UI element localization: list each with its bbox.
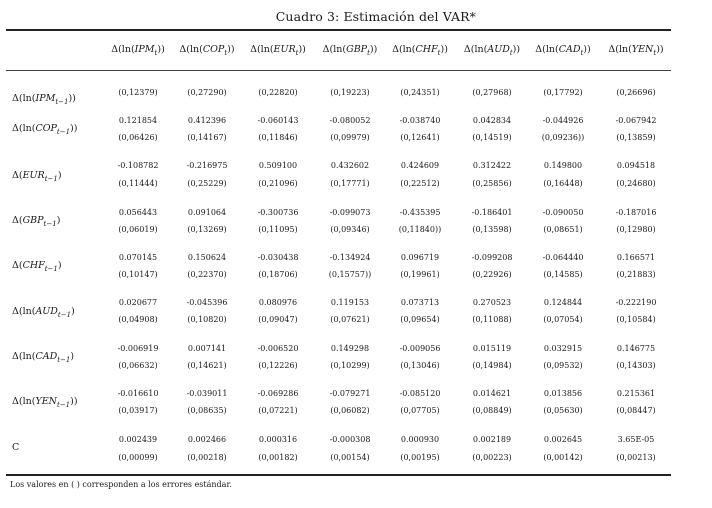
std-error-cell: (0,11444) (118, 179, 158, 188)
coefficient-cell: 0.094518 (616, 161, 656, 170)
std-error-cell: (0,10584) (616, 315, 656, 324)
std-error-cell: (0,14303) (616, 361, 656, 370)
std-error-cell: (0,18706) (258, 270, 298, 279)
std-error-cell: (0,22512) (400, 179, 440, 188)
std-error-cell: (0,13598) (472, 225, 512, 234)
std-error-cell: (0,11846) (258, 133, 298, 142)
coefficient-cell: 0.007141 (187, 344, 227, 353)
std-error-cell: (0,08651) (543, 225, 583, 234)
std-error-cell: (0,00182) (258, 453, 298, 462)
std-error-cell: (0,09047) (258, 315, 298, 324)
top-rule (6, 29, 671, 31)
footnote: Los valores en ( ) corresponden a los errores estándar. (10, 480, 232, 489)
coefficient-cell: 0.096719 (400, 253, 440, 262)
coefficient-cell: -0.064440 (542, 253, 584, 262)
coefficient-cell: 0.002466 (187, 435, 227, 444)
column-header: $\Delta(\ln(YEN_t))$ (608, 44, 664, 57)
row-label: C (12, 442, 20, 453)
std-error-cell: (0,17771) (330, 179, 370, 188)
std-error-cell: (0,27968) (472, 88, 512, 97)
std-error-cell: (0,00218) (187, 453, 227, 462)
row-label: $\Delta(\ln(IPM_{t-1}))$ (12, 93, 76, 106)
coefficient-cell: -0.038740 (399, 116, 441, 125)
std-error-cell: (0,07054) (543, 315, 583, 324)
column-header: $\Delta(\ln(CHF_t))$ (392, 44, 448, 57)
row-label: $\Delta(GBP_{t-1})$ (12, 215, 61, 228)
std-error-cell: (0,16448) (543, 179, 583, 188)
std-error-cell: (0,13859) (616, 133, 656, 142)
column-header: $\Delta(\ln(GBP_t))$ (322, 44, 378, 57)
std-error-cell: (0,07621) (330, 315, 370, 324)
std-error-cell: (0,22926) (472, 270, 512, 279)
coefficient-cell: 0.015119 (472, 344, 512, 353)
std-error-cell: (0,11088) (472, 315, 512, 324)
coefficient-cell: -0.222190 (615, 298, 657, 307)
coefficient-cell: -0.009056 (399, 344, 441, 353)
coefficient-cell: -0.435395 (399, 208, 441, 217)
coefficient-cell: 0.432602 (330, 161, 370, 170)
coefficient-cell: 0.070145 (118, 253, 158, 262)
std-error-cell: (0,07221) (258, 406, 298, 415)
std-error-cell: (0,25229) (187, 179, 227, 188)
coefficient-cell: -0.216975 (186, 161, 228, 170)
std-error-cell: (0,13269) (187, 225, 227, 234)
coefficient-cell: 0.149298 (330, 344, 370, 353)
coefficient-cell: -0.006520 (257, 344, 299, 353)
std-error-cell: (0,06082) (330, 406, 370, 415)
coefficient-cell: 0.042834 (472, 116, 512, 125)
coefficient-cell: 0.032915 (543, 344, 583, 353)
column-header: $\Delta(\ln(COP_t))$ (179, 44, 235, 57)
coefficient-cell: -0.134924 (329, 253, 371, 262)
std-error-cell: (0,09654) (400, 315, 440, 324)
coefficient-cell: 0.150624 (187, 253, 227, 262)
coefficient-cell: 0.014621 (472, 389, 512, 398)
coefficient-cell: 0.013856 (543, 389, 583, 398)
header-rule (6, 70, 671, 71)
std-error-cell: (0,22370) (187, 270, 227, 279)
std-error-cell: (0,12379) (118, 88, 158, 97)
std-error-cell: (0,00223) (472, 453, 512, 462)
bottom-rule (6, 474, 671, 476)
std-error-cell: (0,09532) (543, 361, 583, 370)
coefficient-cell: -0.300736 (257, 208, 299, 217)
coefficient-cell: -0.090050 (542, 208, 584, 217)
std-error-cell: (0,27290) (187, 88, 227, 97)
std-error-cell: (0,14621) (187, 361, 227, 370)
std-error-cell: (0,06632) (118, 361, 158, 370)
coefficient-cell: -0.016610 (117, 389, 159, 398)
std-error-cell: (0,00195) (400, 453, 440, 462)
coefficient-cell: 0.270523 (472, 298, 512, 307)
std-error-cell: (0,15757)) (328, 270, 372, 279)
coefficient-cell: -0.108782 (117, 161, 159, 170)
std-error-cell: (0,12980) (616, 225, 656, 234)
coefficient-cell: -0.067942 (615, 116, 657, 125)
std-error-cell: (0,06019) (118, 225, 158, 234)
std-error-cell: (0,12641) (400, 133, 440, 142)
coefficient-cell: 0.080976 (258, 298, 298, 307)
std-error-cell: (0,21096) (258, 179, 298, 188)
coefficient-cell: 0.149800 (543, 161, 583, 170)
coefficient-cell: 0.002645 (543, 435, 583, 444)
std-error-cell: (0,07705) (400, 406, 440, 415)
row-label: $\Delta(\ln(AUD_{t-1})$ (12, 306, 75, 319)
std-error-cell: (0,05630) (543, 406, 583, 415)
coefficient-cell: 0.000316 (258, 435, 298, 444)
std-error-cell: (0,26696) (616, 88, 656, 97)
row-label: $\Delta(\ln(YEN_{t-1}))$ (12, 396, 78, 409)
std-error-cell: (0,11095) (258, 225, 298, 234)
column-header: $\Delta(\ln(IPM_t))$ (111, 44, 165, 57)
std-error-cell: (0,09236)) (541, 133, 585, 142)
table-title: Cuadro 3: Estimación del VAR* (275, 9, 476, 24)
std-error-cell: (0,14167) (187, 133, 227, 142)
coefficient-cell: -0.060143 (257, 116, 299, 125)
coefficient-cell: -0.085120 (399, 389, 441, 398)
std-error-cell: (0,04908) (118, 315, 158, 324)
coefficient-cell: -0.045396 (186, 298, 228, 307)
coefficient-cell: -0.044926 (542, 116, 584, 125)
coefficient-cell: -0.099073 (329, 208, 371, 217)
std-error-cell: (0,08635) (187, 406, 227, 415)
coefficient-cell: 0.424609 (400, 161, 440, 170)
std-error-cell: (0,14585) (543, 270, 583, 279)
coefficient-cell: 0.056443 (118, 208, 158, 217)
coefficient-cell: -0.186401 (471, 208, 513, 217)
coefficient-cell: -0.099208 (471, 253, 513, 262)
std-error-cell: (0,00142) (543, 453, 583, 462)
coefficient-cell: 0.119153 (330, 298, 370, 307)
std-error-cell: (0,03917) (118, 406, 158, 415)
coefficient-cell: 0.166571 (616, 253, 656, 262)
row-label: $\Delta(EUR_{t-1})$ (12, 170, 62, 183)
coefficient-cell: 0.215361 (616, 389, 656, 398)
std-error-cell: (0,00213) (616, 453, 656, 462)
coefficient-cell: 0.020677 (118, 298, 158, 307)
coefficient-cell: 0.146775 (616, 344, 656, 353)
std-error-cell: (0,14519) (472, 133, 512, 142)
row-label: $\Delta(CHF_{t-1})$ (12, 260, 62, 273)
row-label: $\Delta(\ln(CAD_{t-1})$ (12, 351, 75, 364)
std-error-cell: (0,09346) (330, 225, 370, 234)
std-error-cell: (0,11840)) (398, 225, 442, 234)
coefficient-cell: 0.124844 (543, 298, 583, 307)
coefficient-cell: 0.073713 (400, 298, 440, 307)
row-label: $\Delta(\ln(COP_{t-1}))$ (12, 123, 78, 136)
coefficient-cell: -0.030438 (257, 253, 299, 262)
column-header: $\Delta(\ln(CAD_t))$ (535, 44, 591, 57)
std-error-cell: (0,19223) (330, 88, 370, 97)
coefficient-cell: -0.080052 (329, 116, 371, 125)
std-error-cell: (0,06426) (118, 133, 158, 142)
coefficient-cell: 3.65E-05 (617, 435, 655, 444)
coefficient-cell: -0.069286 (257, 389, 299, 398)
std-error-cell: (0,10299) (330, 361, 370, 370)
std-error-cell: (0,24351) (400, 88, 440, 97)
std-error-cell: (0,21883) (616, 270, 656, 279)
coefficient-cell: -0.000308 (329, 435, 371, 444)
std-error-cell: (0,00154) (330, 453, 370, 462)
coefficient-cell: -0.039011 (186, 389, 228, 398)
std-error-cell: (0,10147) (118, 270, 158, 279)
std-error-cell: (0,22820) (258, 88, 298, 97)
std-error-cell: (0,08849) (472, 406, 512, 415)
std-error-cell: (0,25856) (472, 179, 512, 188)
coefficient-cell: 0.002189 (472, 435, 512, 444)
coefficient-cell: 0.509100 (258, 161, 298, 170)
std-error-cell: (0,14984) (472, 361, 512, 370)
coefficient-cell: 0.002439 (118, 435, 158, 444)
std-error-cell: (0,12226) (258, 361, 298, 370)
coefficient-cell: 0.121854 (118, 116, 158, 125)
coefficient-cell: -0.006919 (117, 344, 159, 353)
std-error-cell: (0,10820) (187, 315, 227, 324)
std-error-cell: (0,09979) (330, 133, 370, 142)
coefficient-cell: 0.312422 (472, 161, 512, 170)
std-error-cell: (0,13046) (400, 361, 440, 370)
coefficient-cell: -0.079271 (329, 389, 371, 398)
column-header: $\Delta(\ln(EUR_t))$ (250, 44, 306, 57)
std-error-cell: (0,17792) (543, 88, 583, 97)
std-error-cell: (0,19961) (400, 270, 440, 279)
std-error-cell: (0,00099) (118, 453, 158, 462)
std-error-cell: (0,08447) (616, 406, 656, 415)
coefficient-cell: 0.412396 (187, 116, 227, 125)
coefficient-cell: -0.187016 (615, 208, 657, 217)
coefficient-cell: 0.091064 (187, 208, 227, 217)
std-error-cell: (0,24680) (616, 179, 656, 188)
coefficient-cell: 0.000930 (400, 435, 440, 444)
column-header: $\Delta(\ln(AUD_t))$ (463, 44, 521, 57)
